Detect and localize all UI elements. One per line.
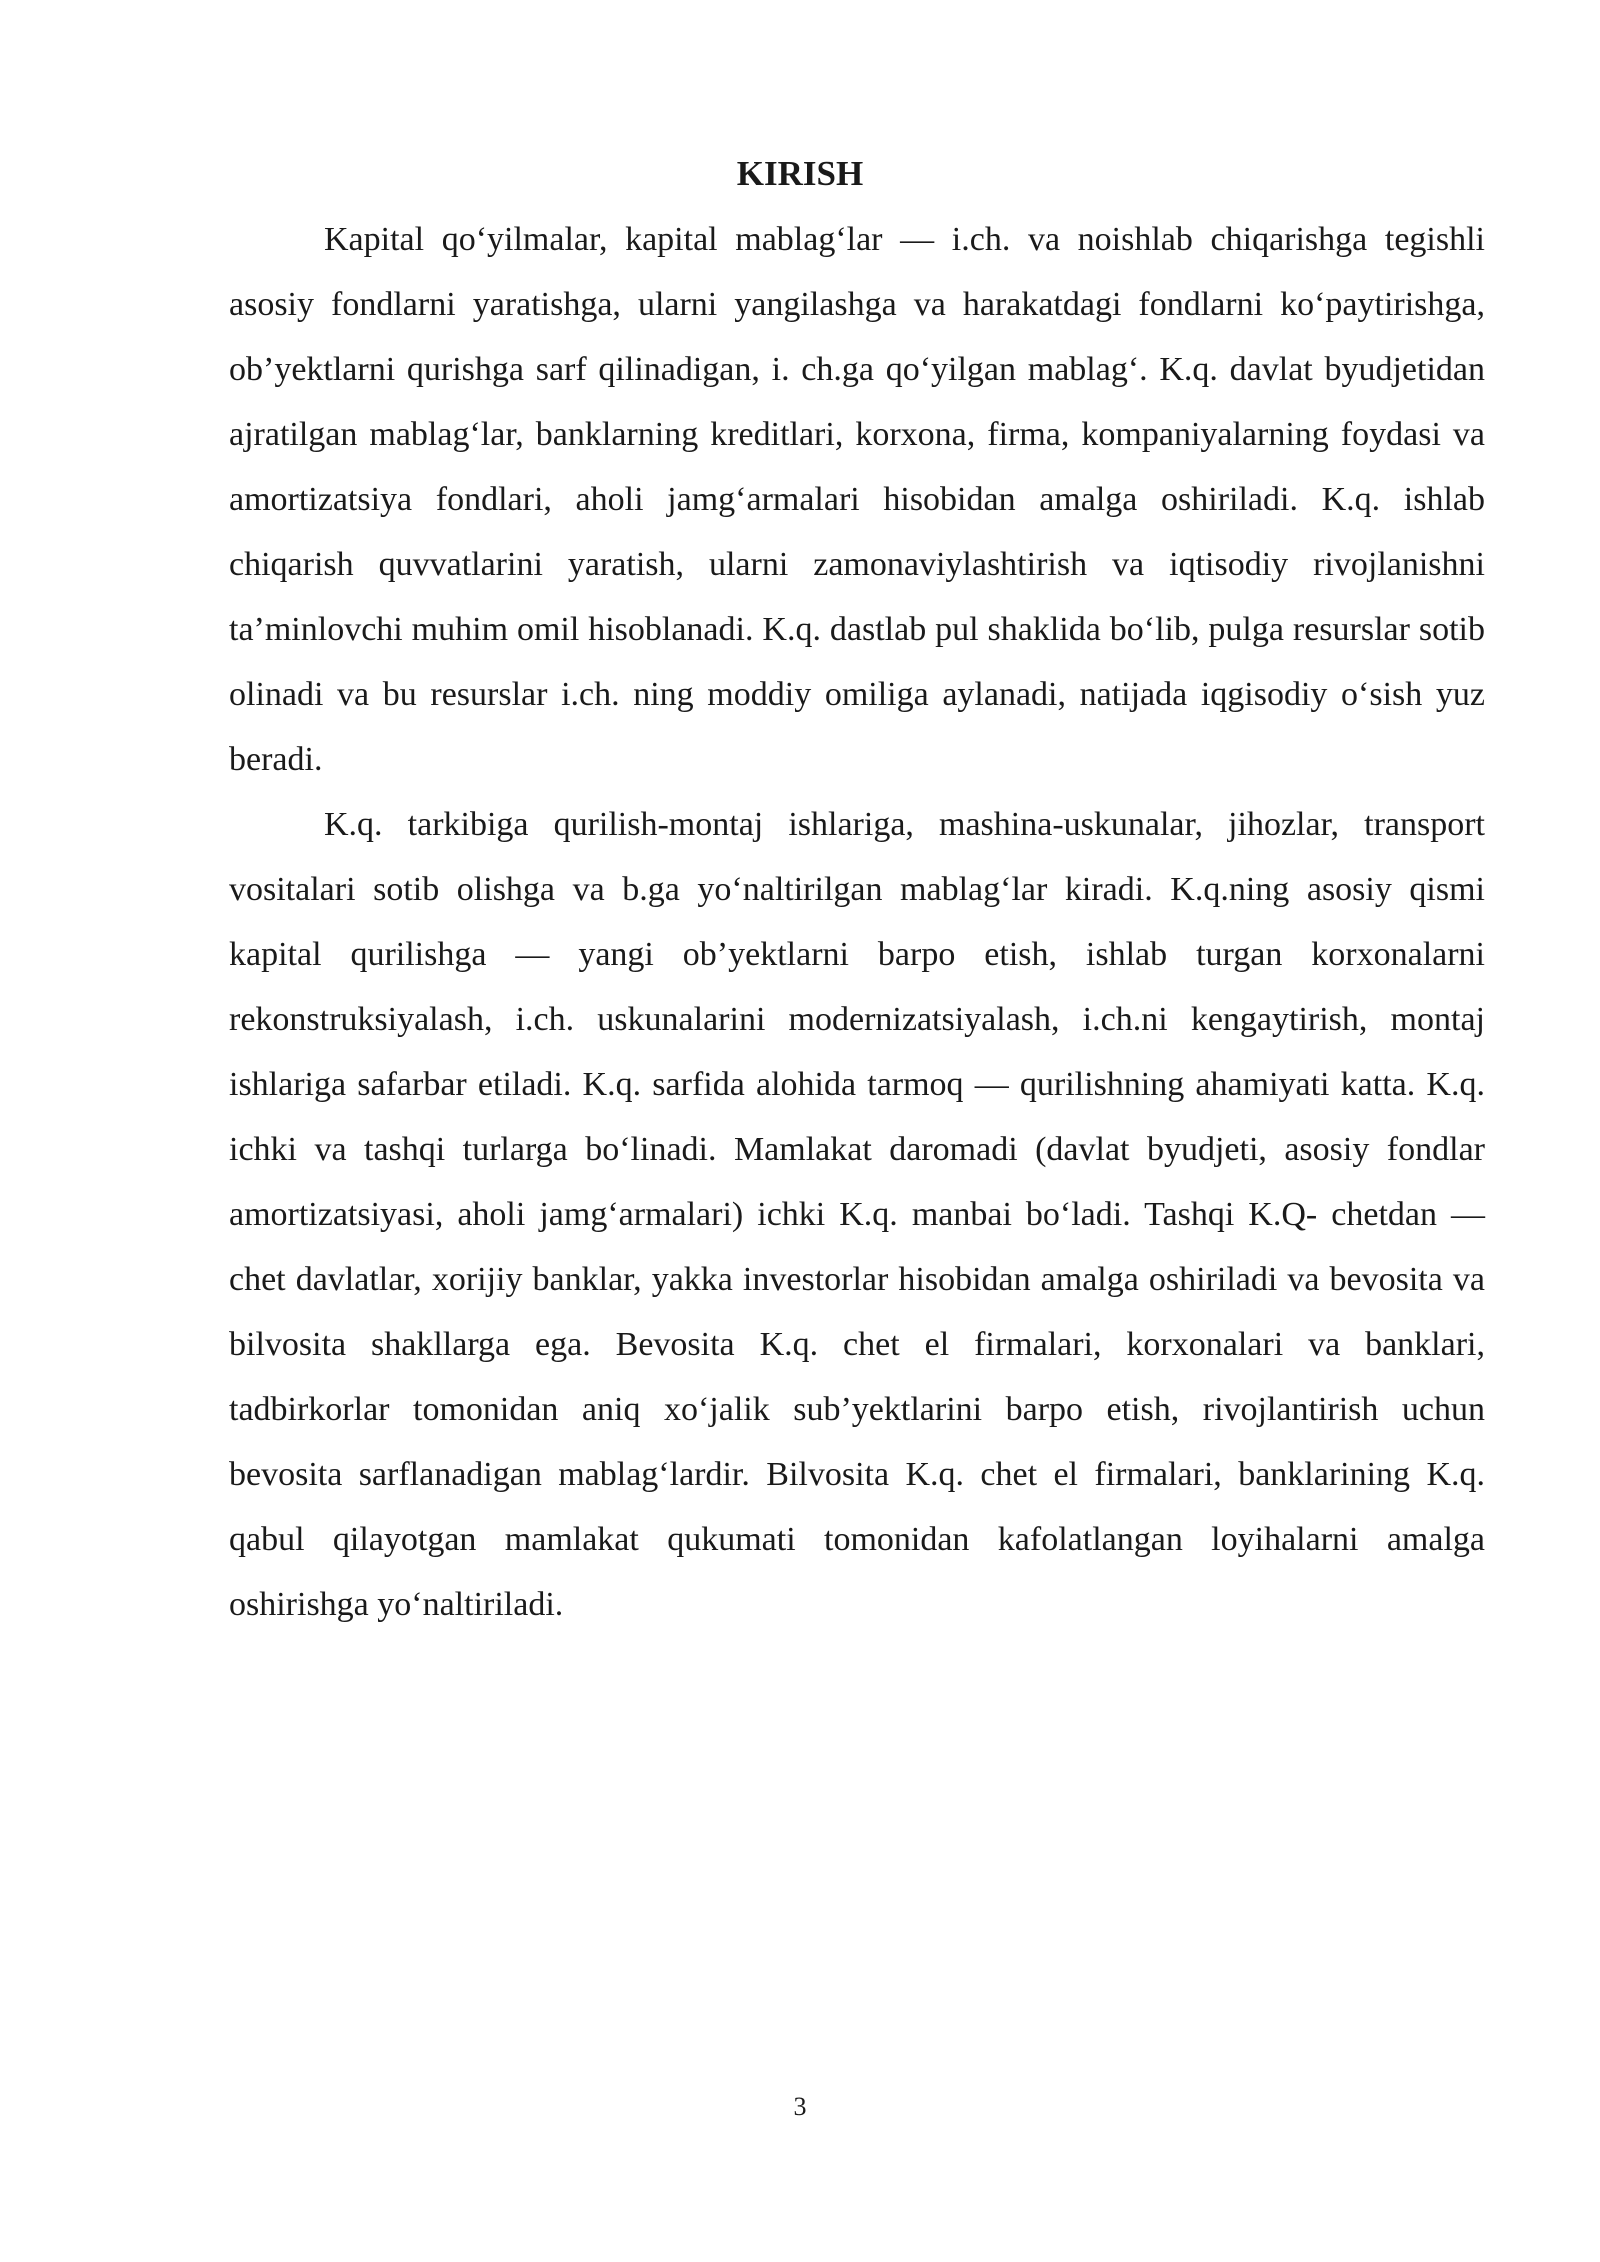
body-text: [229, 207, 1485, 1637]
paragraph-2: K.q. tarkibiga qurilish-montaj ishlariga, mashina-uskunalar, jihozlar, transport vositalari sotib olishga va b.ga yo‘naltirilgan mablag‘lar kiradi. K.q.ning asosiy qismi kapital qurilishga — yangi ob’yektlarni barpo etish, ishlab turgan korxonalarni rekonstruksiyalash, i.ch. uskunalarini modernizatsiyalash, i.ch.ni kengaytirish, montaj ishlariga safarbar etiladi. K.q. sarfida alohida tarmoq — qurilishning ahamiyati katta. K.q. ichki va tashqi turlarga bo‘linadi. Mamlakat daromadi (davlat byudjeti, asosiy fondlar amortizatsiyasi, aholi jamg‘armalari) ichki K.q. manbai bo‘ladi. Tashqi K.Q- chetdan — chet davlatlar, xorijiy banklar, yakka investorlar hisobidan amalga oshiriladi va bevosita va bilvosita shakllarga ega. Bevosita K.q. chet el firmalari, korxonalari va banklari, tadbirkorlar tomonidan aniq xo‘jalik sub’yektlarini barpo etish, rivojlantirish uchun bevosita sarflanadigan mablag‘lardir. Bilvosita K.q. chet el firmalari, banklarining K.q. qabul qilayotgan mamlakat qukumati tomonidan kafolatlangan loyihalarni amalga oshirishga yo‘naltiriladi.: [229, 806, 1485, 1623]
page-title: KIRISH: [736, 154, 864, 193]
page-number: 3: [793, 2092, 807, 2121]
paragraph-1: Kapital qo‘yilmalar, kapital mablag‘lar — i.ch. va noishlab chiqarishga tegishli asosiy fondlarni yaratishga, ularni yangilashga va harakatdagi fondlarni ko‘paytirishga, ob’yektlarni qurishga sarf qilinadigan, i. ch.ga qo‘yilgan mablag‘. K.q. davlat byudjetidan ajratilgan mablag‘lar, banklarning kreditlari, korxona, firma, kompaniyalarning foydasi va amortizatsiya fondlari, aholi jamg‘armalari hisobidan amalga oshiriladi. K.q. ishlab chiqarish quvvatlarini yaratish, ularni zamonaviylashtirish va iqtisodiy rivojlanishni ta’minlovchi muhim omil hisoblanadi. K.q. dastlab pul shaklida bo‘lib, pulga resurslar sotib olinadi va bu resurslar i.ch. ning moddiy omiliga aylanadi, natijada iqgisodiy o‘sish yuz beradi.: [229, 221, 1485, 778]
